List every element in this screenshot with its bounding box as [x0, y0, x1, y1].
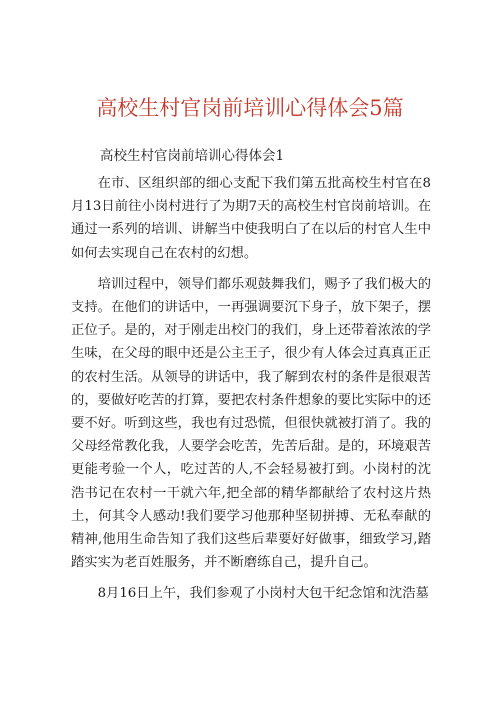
paragraph-2: 培训过程中，领导们都乐观鼓舞我们，赐予了我们极大的支持。在他们的讲话中，一再强调要沉下身子，放下架子，摆正位子。是的，对于刚走出校门的我们，身上还带着浓浓的学生味，在父母的眼中还是公主王子，很少有人体会过真真正正的农村生活。从领导的讲话中，我了解到农村的条件是很艰苦的，要做好吃苦的打算，要把农村条件想象的要比实际中的还要不好。听到这些，我也有过恐慌，但很快就被打消了。我的父母经常教化我，人要学会吃苦，先苦后甜。是的，环境艰苦更能考验一个人，吃过苦的人,不会轻易被打到。小岗村的沈浩书记在农村一干就六年,把全部的精华都献给了农村这片热土，何其令人感动!我们要学习他那种坚韧拼搏、无私奉献的精神,他用生命告知了我们这些后辈要好好做事，细致学习,踏踏实实为老百姓服务，并不断磨练自己，提升自己。 [71, 276, 431, 571]
document-title: 高校生村官岗前培训心得体会5篇 [96, 96, 404, 121]
section-heading: 高校生村官岗前培训心得体会1 [100, 148, 285, 164]
paragraph-3: 8月16日上午，我们参观了小岗村大包干纪念馆和沈浩墓 [97, 586, 429, 602]
document-body [71, 172, 431, 606]
paragraph-1: 在市、区组织部的细心支配下我们第五批高校生村官在8月13日前往小岗村进行了为期7天的高校生村官岗前培训。在通过一系列的培训、讲解当中使我明白了在以后的村官人生中如何去实现自己在农村的幻想。 [71, 176, 431, 261]
